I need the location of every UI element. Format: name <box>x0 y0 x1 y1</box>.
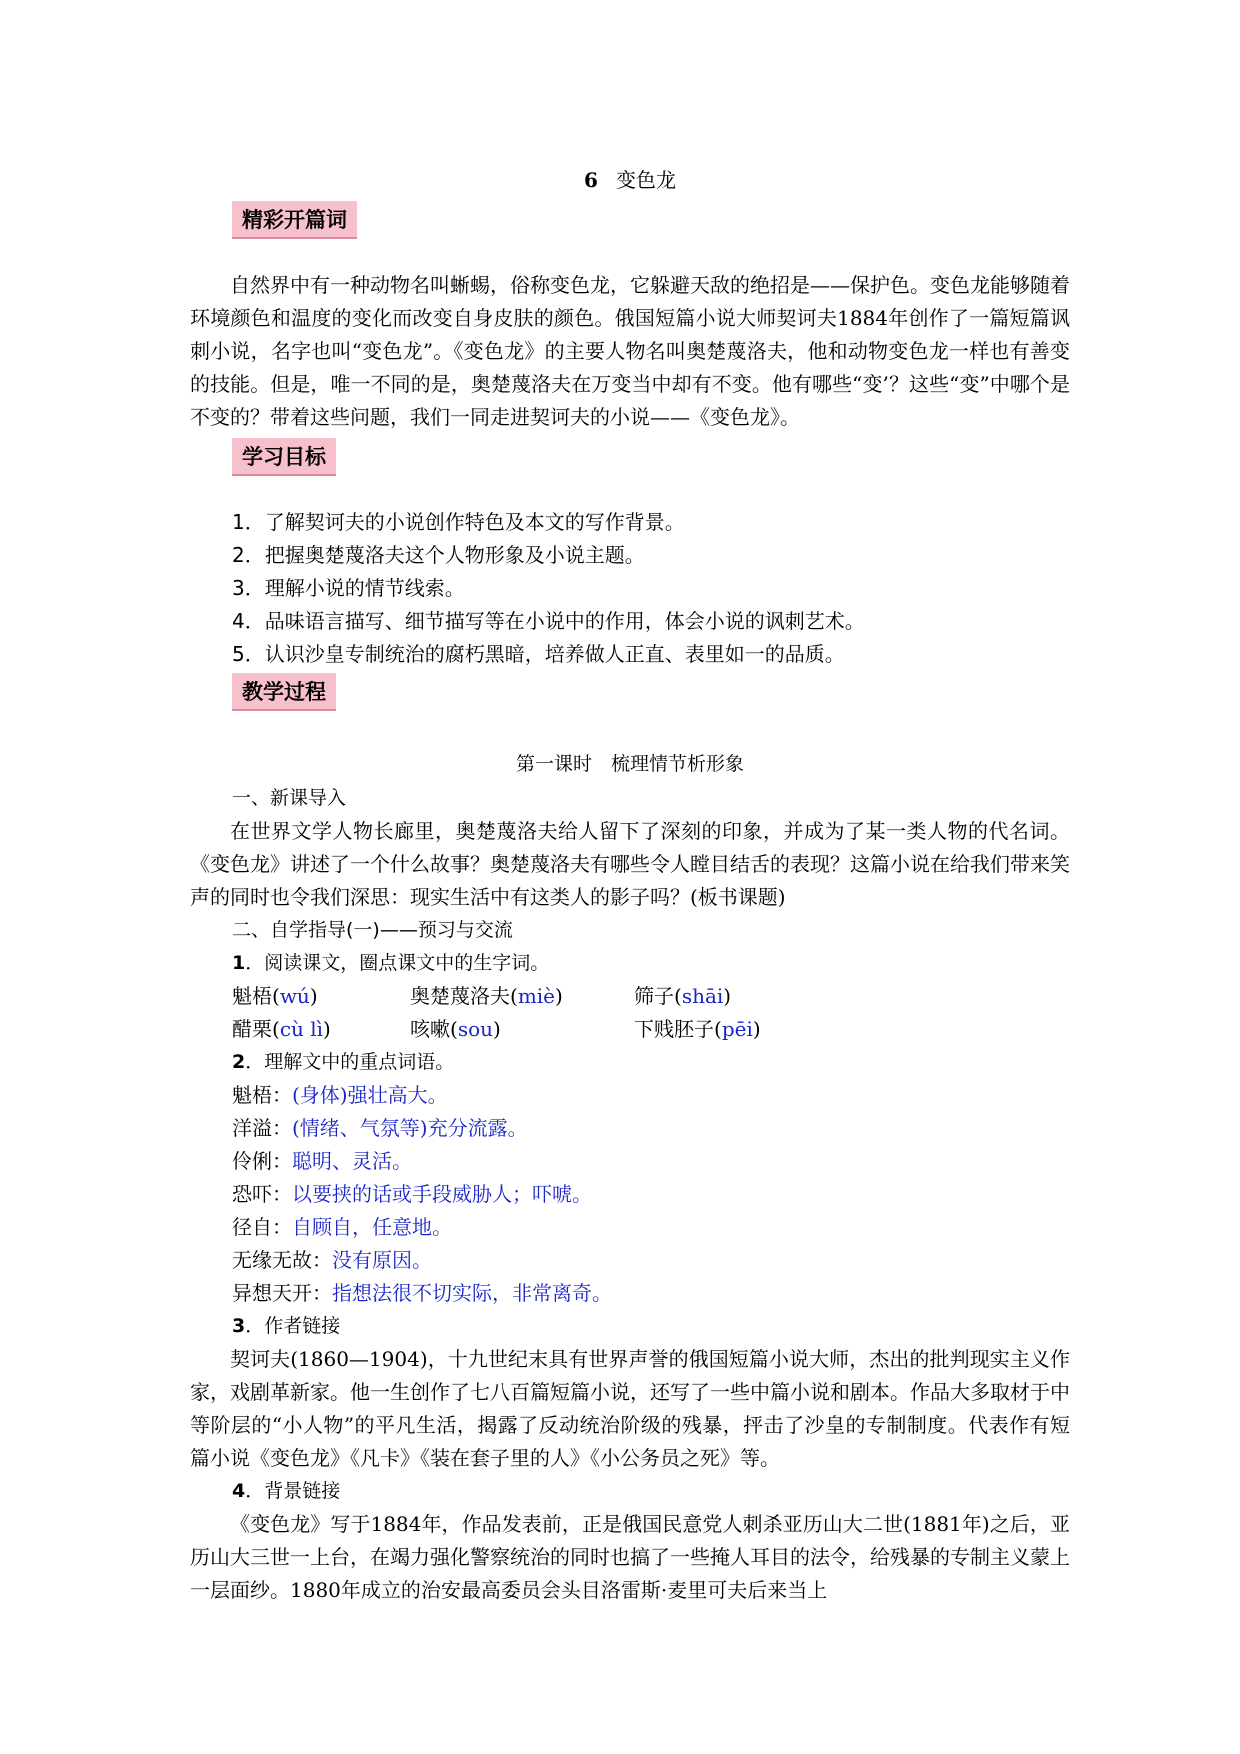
vocab-row <box>190 1013 1070 1046</box>
vocab-item: 下贱胚子(pēi) <box>634 1017 761 1041</box>
term-definition: 径自：自顾自，任意地。 <box>232 1215 452 1239</box>
goal-item: 4．品味语言描写、细节描写等在小说中的作用，体会小说的讽刺艺术。 <box>232 609 865 633</box>
background-paragraph: 《变色龙》写于1884年，作品发表前，正是俄国民意党人刺杀亚历山大二世(1881年)之后，亚历山大三世一上台，在竭力强化警察统治的同时也搞了一些掩人耳目的法令，给残暴的专制主义蒙上一层面纱。1880年成立的治安最高委员会头目洛雷斯·麦里可夫后来当上 <box>190 1512 1070 1602</box>
goals-list <box>190 506 1070 671</box>
sub4-heading <box>190 1475 1070 1508</box>
sub2-number: 2 <box>232 1051 246 1073</box>
vocab-item: 魁梧(wú) <box>232 984 318 1008</box>
section-tag-process: 教学过程 <box>232 673 336 711</box>
sub2-heading <box>190 1046 1070 1079</box>
document-page <box>190 160 1070 1607</box>
term-definition: 恐吓：以要挟的话或手段威胁人；吓唬。 <box>232 1182 592 1206</box>
term-definition: 伶俐：聪明、灵活。 <box>232 1149 412 1173</box>
sub4-text: ．背景链接 <box>245 1480 341 1502</box>
term-definition: 异想天开：指想法很不切实际，非常离奇。 <box>232 1281 612 1305</box>
sub1-text: ．阅读课文，圈点课文中的生字词。 <box>245 952 550 974</box>
section-tag-opening: 精彩开篇词 <box>232 201 357 239</box>
goal-item: 2．把握奥楚蔑洛夫这个人物形象及小说主题。 <box>232 543 645 567</box>
sub2-text: ．理解文中的重点词语。 <box>245 1051 455 1073</box>
sub3-heading <box>190 1310 1070 1343</box>
term-definition: 魁梧：(身体)强壮高大。 <box>232 1083 448 1107</box>
sub1-heading <box>190 947 1070 980</box>
goal-item: 1．了解契诃夫的小说创作特色及本文的写作背景。 <box>232 510 685 534</box>
opening-paragraph: 自然界中有一种动物名叫蜥蜴，俗称变色龙，它躲避天敌的绝招是——保护色。变色龙能够随着环境颜色和温度的变化而改变自身皮肤的颜色。俄国短篇小说大师契诃夫1884年创作了一篇短篇讽刺小说，名字也叫“变色龙”。《变色龙》的主要人物名叫奥楚蔑洛夫，他和动物变色龙一样也有善变的技能。但是，唯一不同的是，奥楚蔑洛夫在万变当中却有不变。他有哪些“变’？这些“变”中哪个是不变的？带着这些问题，我们一同走进契诃夫的小说——《变色龙》。 <box>190 273 1070 429</box>
author-paragraph: 契诃夫(1860—1904)，十九世纪末具有世界声誉的俄国短篇小说大师，杰出的批判现实主义作家，戏剧革新家。他一生创作了七八百篇短篇小说，还写了一些中篇小说和剧本。作品大多取材于中等阶层的“小人物”的平凡生活，揭露了反动统治阶级的残暴，抨击了沙皇的专制制度。代表作有短篇小说《变色龙》《凡卡》《装在套子里的人》《小公务员之死》等。 <box>190 1347 1070 1470</box>
vocab-row <box>190 980 1070 1013</box>
goal-item: 5．认识沙皇专制统治的腐朽黑暗，培养做人正直、表里如一的品质。 <box>232 642 845 666</box>
lesson-name: 变色龙 <box>615 168 676 192</box>
goal-item: 3．理解小说的情节线索。 <box>232 576 465 600</box>
part1-text: 在世界文学人物长廊里，奥楚蔑洛夫给人留下了深刻的印象，并成为了某一类人物的代名词。《变色龙》讲述了一个什么故事？奥楚蔑洛夫有哪些令人瞠目结舌的表现？这篇小说在给我们带来笑声的同时也令我们深思：现实生活中有这类人的影子吗？(板书课题) <box>190 819 1070 909</box>
vocab-item: 醋栗(cù lì) <box>232 1017 331 1041</box>
term-definition: 洋溢：(情绪、气氛等)充分流露。 <box>232 1116 528 1140</box>
page-title <box>190 164 1070 193</box>
sub3-text: ．作者链接 <box>245 1315 341 1337</box>
sub1-number: 1 <box>232 952 246 974</box>
vocab-item: 咳嗽(sou) <box>410 1017 501 1041</box>
sub4-number: 4 <box>232 1480 246 1502</box>
lesson-subtitle: 第一课时 梳理情节析形象 <box>515 753 744 775</box>
vocab-item: 奥楚蔑洛夫(miè) <box>410 984 563 1008</box>
sub3-number: 3 <box>232 1315 246 1337</box>
lesson-number: 6 <box>584 168 598 192</box>
vocab-item: 筛子(shāi) <box>634 984 732 1008</box>
part2-heading: 二、自学指导(一)——预习与交流 <box>232 919 513 941</box>
term-definition: 无缘无故：没有原因。 <box>232 1248 432 1272</box>
part1-heading: 一、新课导入 <box>232 787 347 809</box>
section-tag-goals: 学习目标 <box>232 438 336 476</box>
